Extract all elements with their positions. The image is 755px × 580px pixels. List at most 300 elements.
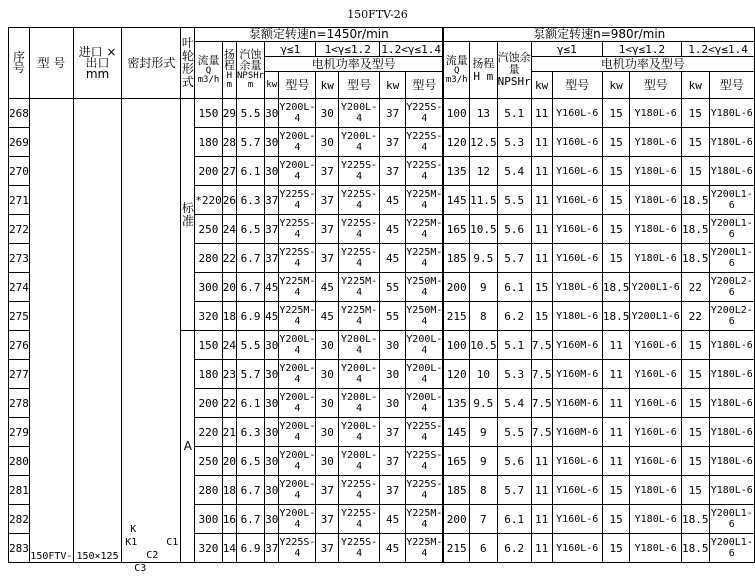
header-motor-2: 电机功率及型号	[531, 57, 754, 72]
row-head-1: 24	[222, 331, 236, 360]
row-motor-g1-980: Y160L-6	[552, 447, 602, 476]
row-head-2: 10.5	[470, 215, 498, 244]
row-motor-g3: Y250M-4	[406, 302, 444, 331]
row-npsh-2: 5.6	[497, 215, 531, 244]
row-motor-g2-980: Y180L-6	[630, 244, 682, 273]
row-kw-g2: 37	[316, 476, 339, 505]
row-motor-g3-980: Y180L-6	[709, 389, 754, 418]
row-npsh-2: 5.3	[497, 128, 531, 157]
row-motor-g2: Y200L-4	[339, 418, 380, 447]
row-no: 272	[9, 215, 30, 244]
row-kw-g1: 37	[265, 215, 279, 244]
header-model: 型 号	[29, 28, 73, 99]
header-motor-type: 型号	[406, 72, 444, 99]
row-motor-g3-980: Y180L-6	[709, 331, 754, 360]
row-kw-g3-980: 15	[682, 476, 710, 505]
row-kw-g2-980: 15	[602, 534, 630, 563]
row-kw-g1-980: 11	[531, 157, 552, 186]
row-kw-g2-980: 18.5	[602, 273, 630, 302]
row-npsh-2: 5.4	[497, 157, 531, 186]
row-motor-g3-980: Y180L-6	[709, 447, 754, 476]
row-motor-g2: Y200L-4	[339, 447, 380, 476]
row-motor-g1-980: Y160L-6	[552, 244, 602, 273]
header-motor-type: 型号	[552, 72, 602, 99]
row-motor-g2-980: Y200L1-6	[630, 273, 682, 302]
header-gamma3-1: 1.2<γ≤1.4	[380, 42, 444, 57]
row-kw-g3: 37	[380, 476, 406, 505]
row-motor-g2: Y225S-4	[339, 505, 380, 534]
row-flow-1: 180	[195, 360, 223, 389]
row-kw-g1: 45	[265, 273, 279, 302]
row-head-2: 11.5	[470, 186, 498, 215]
row-head-1: 28	[222, 128, 236, 157]
row-motor-g1-980: Y160M-6	[552, 360, 602, 389]
row-kw-g3: 45	[380, 244, 406, 273]
header-speed-980: 泵额定转速n=980r/min	[443, 28, 754, 42]
row-motor-g3: Y225M-4	[406, 534, 444, 563]
row-motor-g1: Y225S-4	[279, 534, 316, 563]
row-kw-g2-980: 11	[602, 360, 630, 389]
row-flow-2: 165	[443, 215, 469, 244]
row-head-1: 20	[222, 273, 236, 302]
row-kw-g2: 37	[316, 157, 339, 186]
row-motor-g3-980: Y180L-6	[709, 157, 754, 186]
header-npsh-2: 汽蚀余量 NPSHr	[497, 42, 531, 99]
row-kw-g1-980: 11	[531, 476, 552, 505]
row-kw-g3: 45	[380, 186, 406, 215]
model-cell	[29, 99, 73, 563]
row-motor-g2: Y225S-4	[339, 244, 380, 273]
row-npsh-1: 6.9	[236, 534, 264, 563]
row-flow-1: 150	[195, 99, 223, 128]
row-npsh-2: 5.1	[497, 99, 531, 128]
row-motor-g3: Y225M-4	[406, 186, 444, 215]
row-npsh-2: 6.2	[497, 302, 531, 331]
row-flow-1: 280	[195, 244, 223, 273]
row-npsh-1: 6.1	[236, 157, 264, 186]
impeller-standard: 标准	[181, 99, 195, 331]
row-flow-2: 135	[443, 157, 469, 186]
row-motor-g2-980: Y180L-6	[630, 215, 682, 244]
row-no: 283	[9, 534, 30, 563]
row-kw-g2-980: 11	[602, 331, 630, 360]
row-flow-1: 320	[195, 534, 223, 563]
row-motor-g1: Y200L-4	[279, 157, 316, 186]
row-motor-g2-980: Y180L-6	[630, 505, 682, 534]
row-no: 282	[9, 505, 30, 534]
row-no: 273	[9, 244, 30, 273]
header-kw: kw	[265, 72, 279, 99]
row-motor-g3-980: Y180L-6	[709, 128, 754, 157]
row-kw-g3-980: 15	[682, 447, 710, 476]
row-motor-g1: Y200L-4	[279, 447, 316, 476]
inout-cell	[73, 99, 122, 563]
row-kw-g1: 30	[265, 447, 279, 476]
row-npsh-1: 6.5	[236, 447, 264, 476]
row-kw-g2-980: 15	[602, 476, 630, 505]
row-kw-g3-980: 15	[682, 128, 710, 157]
row-flow-1: 250	[195, 215, 223, 244]
row-motor-g1: Y200L-4	[279, 331, 316, 360]
row-motor-g2: Y225S-4	[339, 215, 380, 244]
row-motor-g2-980: Y160L-6	[630, 360, 682, 389]
row-kw-g2-980: 15	[602, 99, 630, 128]
row-motor-g2-980: Y160L-6	[630, 389, 682, 418]
row-npsh-1: 6.3	[236, 186, 264, 215]
row-kw-g1-980: 15	[531, 273, 552, 302]
row-npsh-2: 6.2	[497, 534, 531, 563]
row-kw-g3: 55	[380, 273, 406, 302]
header-motor-type: 型号	[630, 72, 682, 99]
row-kw-g3: 37	[380, 99, 406, 128]
row-kw-g3: 30	[380, 389, 406, 418]
row-head-1: 22	[222, 389, 236, 418]
row-motor-g1-980: Y160M-6	[552, 389, 602, 418]
row-flow-2: 185	[443, 476, 469, 505]
row-flow-1: 280	[195, 476, 223, 505]
row-flow-1: 200	[195, 389, 223, 418]
row-motor-g3-980: Y200L1-6	[709, 215, 754, 244]
header-speed-1450: 泵额定转速n=1450r/min	[195, 28, 444, 42]
row-kw-g1-980: 7.5	[531, 389, 552, 418]
row-kw-g2-980: 15	[602, 157, 630, 186]
row-motor-g1: Y225S-4	[279, 186, 316, 215]
row-npsh-2: 6.1	[497, 505, 531, 534]
row-motor-g1: Y225S-4	[279, 244, 316, 273]
row-motor-g1: Y225M-4	[279, 302, 316, 331]
row-head-2: 6	[470, 534, 498, 563]
row-motor-g1: Y200L-4	[279, 505, 316, 534]
row-kw-g1-980: 7.5	[531, 360, 552, 389]
row-motor-g3-980: Y180L-6	[709, 418, 754, 447]
row-kw-g1-980: 11	[531, 447, 552, 476]
row-flow-2: 145	[443, 186, 469, 215]
seal-label-k: K	[130, 524, 137, 535]
row-motor-g1-980: Y160L-6	[552, 157, 602, 186]
row-kw-g3-980: 15	[682, 99, 710, 128]
row-flow-2: 200	[443, 505, 469, 534]
row-motor-g1: Y225S-4	[279, 215, 316, 244]
row-motor-g2-980: Y180L-6	[630, 476, 682, 505]
row-head-2: 8	[470, 476, 498, 505]
row-kw-g3: 45	[380, 534, 406, 563]
row-head-1: 24	[222, 215, 236, 244]
row-motor-g3-980: Y200L1-6	[709, 534, 754, 563]
header-flow-1: 流量 Q m3/h	[195, 42, 223, 99]
row-no: 277	[9, 360, 30, 389]
row-kw-g2: 37	[316, 244, 339, 273]
row-flow-1: *220	[195, 186, 223, 215]
row-head-1: 18	[222, 302, 236, 331]
row-motor-g2-980: Y200L1-6	[630, 302, 682, 331]
row-npsh-2: 5.1	[497, 331, 531, 360]
row-motor-g1: Y200L-4	[279, 360, 316, 389]
row-motor-g2: Y225S-4	[339, 186, 380, 215]
row-flow-2: 100	[443, 331, 469, 360]
row-kw-g1-980: 11	[531, 128, 552, 157]
row-head-1: 21	[222, 418, 236, 447]
row-kw-g1-980: 11	[531, 99, 552, 128]
row-kw-g1-980: 11	[531, 505, 552, 534]
row-kw-g2: 30	[316, 331, 339, 360]
row-npsh-1: 6.3	[236, 418, 264, 447]
row-kw-g2: 37	[316, 215, 339, 244]
row-kw-g2-980: 18.5	[602, 302, 630, 331]
row-no: 279	[9, 418, 30, 447]
row-head-1: 27	[222, 157, 236, 186]
header-head-2: 扬程 H m	[470, 42, 498, 99]
header-motor-type: 型号	[279, 72, 316, 99]
row-motor-g1-980: Y160M-6	[552, 418, 602, 447]
row-motor-g2-980: Y160L-6	[630, 447, 682, 476]
row-motor-g2: Y225S-4	[339, 157, 380, 186]
row-kw-g3-980: 18.5	[682, 534, 710, 563]
row-kw-g1: 30	[265, 505, 279, 534]
row-motor-g2: Y225M-4	[339, 273, 380, 302]
row-npsh-1: 6.7	[236, 273, 264, 302]
row-kw-g2-980: 11	[602, 418, 630, 447]
row-kw-g3-980: 22	[682, 273, 710, 302]
header-head-1: 扬程 H m	[222, 42, 236, 99]
row-motor-g2: Y200L-4	[339, 99, 380, 128]
row-npsh-1: 6.9	[236, 302, 264, 331]
row-flow-2: 165	[443, 447, 469, 476]
row-motor-g1: Y200L-4	[279, 418, 316, 447]
row-motor-g1-980: Y160L-6	[552, 99, 602, 128]
row-kw-g2: 30	[316, 360, 339, 389]
row-kw-g2: 30	[316, 128, 339, 157]
row-flow-2: 215	[443, 302, 469, 331]
row-head-2: 9	[470, 447, 498, 476]
row-kw-g3-980: 18.5	[682, 505, 710, 534]
row-motor-g1-980: Y160L-6	[552, 215, 602, 244]
row-kw-g1-980: 7.5	[531, 418, 552, 447]
row-npsh-2: 5.7	[497, 244, 531, 273]
header-motor-1: 电机功率及型号	[265, 57, 444, 72]
row-kw-g3: 45	[380, 505, 406, 534]
row-motor-g2: Y225M-4	[339, 302, 380, 331]
row-kw-g2: 30	[316, 447, 339, 476]
row-motor-g3-980: Y200L2-6	[709, 302, 754, 331]
row-motor-g3-980: Y180L-6	[709, 360, 754, 389]
row-motor-g3-980: Y200L1-6	[709, 244, 754, 273]
row-motor-g3-980: Y180L-6	[709, 476, 754, 505]
row-kw-g1-980: 11	[531, 186, 552, 215]
row-npsh-1: 5.5	[236, 331, 264, 360]
row-kw-g1: 30	[265, 128, 279, 157]
row-kw-g2: 37	[316, 505, 339, 534]
row-no: 276	[9, 331, 30, 360]
row-motor-g1: Y200L-4	[279, 99, 316, 128]
row-head-2: 9	[470, 273, 498, 302]
row-kw-g2-980: 15	[602, 215, 630, 244]
row-npsh-2: 5.4	[497, 389, 531, 418]
row-motor-g1-980: Y180L-6	[552, 273, 602, 302]
row-head-2: 8	[470, 302, 498, 331]
row-head-1: 26	[222, 186, 236, 215]
seal-label-c2: C2	[146, 550, 159, 561]
row-kw-g3: 37	[380, 447, 406, 476]
row-motor-g2-980: Y160L-6	[630, 418, 682, 447]
row-head-2: 9	[470, 418, 498, 447]
row-motor-g3: Y200L-4	[406, 389, 444, 418]
seal-label-c1: C1	[166, 537, 179, 548]
row-kw-g3: 30	[380, 331, 406, 360]
row-motor-g3: Y225M-4	[406, 244, 444, 273]
header-kw: kw	[602, 72, 630, 99]
row-flow-1: 320	[195, 302, 223, 331]
row-kw-g2: 30	[316, 418, 339, 447]
row-kw-g1: 37	[265, 534, 279, 563]
row-kw-g3: 37	[380, 418, 406, 447]
row-no: 269	[9, 128, 30, 157]
row-kw-g1-980: 15	[531, 302, 552, 331]
row-motor-g2-980: Y180L-6	[630, 128, 682, 157]
row-kw-g1: 30	[265, 476, 279, 505]
row-motor-g3: Y250M-4	[406, 273, 444, 302]
row-flow-1: 200	[195, 157, 223, 186]
row-kw-g3-980: 15	[682, 418, 710, 447]
inout-value: 150×125	[76, 551, 119, 562]
row-motor-g3: Y225S-4	[406, 128, 444, 157]
row-motor-g3-980: Y200L2-6	[709, 273, 754, 302]
row-motor-g3: Y225S-4	[406, 447, 444, 476]
table-title: 150FTV-26	[347, 8, 408, 21]
row-kw-g1: 30	[265, 418, 279, 447]
row-motor-g3-980: Y200L1-6	[709, 505, 754, 534]
row-kw-g1: 37	[265, 244, 279, 273]
row-kw-g2: 37	[316, 534, 339, 563]
row-kw-g3: 45	[380, 215, 406, 244]
header-motor-type: 型号	[709, 72, 754, 99]
row-head-1: 18	[222, 476, 236, 505]
row-kw-g2: 37	[316, 186, 339, 215]
row-no: 270	[9, 157, 30, 186]
row-flow-2: 100	[443, 99, 469, 128]
row-motor-g1: Y200L-4	[279, 476, 316, 505]
row-npsh-2: 5.5	[497, 186, 531, 215]
row-head-1: 22	[222, 244, 236, 273]
row-npsh-2: 5.7	[497, 476, 531, 505]
row-npsh-1: 6.1	[236, 389, 264, 418]
row-motor-g1-980: Y180L-6	[552, 302, 602, 331]
row-head-2: 10	[470, 360, 498, 389]
row-kw-g3-980: 15	[682, 389, 710, 418]
row-npsh-2: 5.6	[497, 447, 531, 476]
row-kw-g3: 37	[380, 128, 406, 157]
pump-spec-table	[8, 27, 755, 574]
table-row	[9, 99, 755, 128]
header-flow-2: 流量 Q m3/h	[443, 42, 469, 99]
row-kw-g2-980: 15	[602, 505, 630, 534]
row-motor-g2-980: Y180L-6	[630, 99, 682, 128]
row-motor-g1-980: Y160L-6	[552, 505, 602, 534]
row-head-2: 13	[470, 99, 498, 128]
row-motor-g2: Y200L-4	[339, 331, 380, 360]
seal-label-c3: C3	[134, 563, 147, 574]
row-kw-g2: 30	[316, 99, 339, 128]
row-kw-g2: 45	[316, 302, 339, 331]
row-motor-g1-980: Y160L-6	[552, 128, 602, 157]
row-no: 271	[9, 186, 30, 215]
row-head-1: 20	[222, 447, 236, 476]
row-kw-g3-980: 18.5	[682, 215, 710, 244]
row-motor-g3: Y225S-4	[406, 476, 444, 505]
model-name: 150FTV-	[30, 551, 73, 562]
row-kw-g3-980: 15	[682, 157, 710, 186]
row-no: 280	[9, 447, 30, 476]
row-flow-2: 185	[443, 244, 469, 273]
row-kw-g3-980: 15	[682, 360, 710, 389]
row-head-1: 14	[222, 534, 236, 563]
row-flow-1: 220	[195, 418, 223, 447]
row-motor-g2: Y200L-4	[339, 389, 380, 418]
row-motor-g3: Y225M-4	[406, 215, 444, 244]
row-motor-g3: Y225S-4	[406, 99, 444, 128]
row-kw-g1-980: 7.5	[531, 331, 552, 360]
row-head-2: 12	[470, 157, 498, 186]
header-motor-type: 型号	[339, 72, 380, 99]
row-kw-g2-980: 15	[602, 128, 630, 157]
row-motor-g2-980: Y160L-6	[630, 331, 682, 360]
row-npsh-2: 5.5	[497, 418, 531, 447]
row-kw-g2-980: 15	[602, 186, 630, 215]
row-motor-g3: Y225S-4	[406, 157, 444, 186]
row-kw-g3: 37	[380, 157, 406, 186]
row-kw-g1: 30	[265, 331, 279, 360]
row-kw-g2: 30	[316, 389, 339, 418]
header-kw: kw	[682, 72, 710, 99]
row-motor-g2: Y200L-4	[339, 360, 380, 389]
row-kw-g1-980: 11	[531, 534, 552, 563]
row-npsh-1: 6.7	[236, 244, 264, 273]
row-no: 274	[9, 273, 30, 302]
row-flow-1: 180	[195, 128, 223, 157]
row-head-1: 23	[222, 360, 236, 389]
row-no: 281	[9, 476, 30, 505]
row-kw-g2-980: 11	[602, 447, 630, 476]
row-motor-g1: Y200L-4	[279, 128, 316, 157]
row-npsh-1: 6.7	[236, 505, 264, 534]
header-kw: kw	[531, 72, 552, 99]
row-motor-g1: Y200L-4	[279, 389, 316, 418]
row-motor-g1-980: Y160L-6	[552, 476, 602, 505]
row-kw-g3-980: 15	[682, 331, 710, 360]
row-kw-g1: 30	[265, 157, 279, 186]
row-flow-2: 120	[443, 360, 469, 389]
row-head-2: 10.5	[470, 331, 498, 360]
header-impeller: 叶轮形式	[181, 28, 195, 99]
header-gamma3-2: 1.2<γ≤1.4	[682, 42, 755, 57]
row-motor-g2: Y200L-4	[339, 128, 380, 157]
row-kw-g3: 30	[380, 360, 406, 389]
row-kw-g2-980: 15	[602, 244, 630, 273]
row-kw-g2: 45	[316, 273, 339, 302]
header-gamma2-1: 1<γ≤1.2	[316, 42, 380, 57]
row-motor-g1: Y225M-4	[279, 273, 316, 302]
row-no: 268	[9, 99, 30, 128]
row-kw-g1: 45	[265, 302, 279, 331]
row-head-1: 29	[222, 99, 236, 128]
row-head-2: 9.5	[470, 244, 498, 273]
row-head-2: 12.5	[470, 128, 498, 157]
row-kw-g1: 30	[265, 99, 279, 128]
row-npsh-1: 6.5	[236, 215, 264, 244]
row-npsh-2: 5.3	[497, 360, 531, 389]
row-motor-g2-980: Y180L-6	[630, 157, 682, 186]
row-no: 275	[9, 302, 30, 331]
row-head-2: 9.5	[470, 389, 498, 418]
